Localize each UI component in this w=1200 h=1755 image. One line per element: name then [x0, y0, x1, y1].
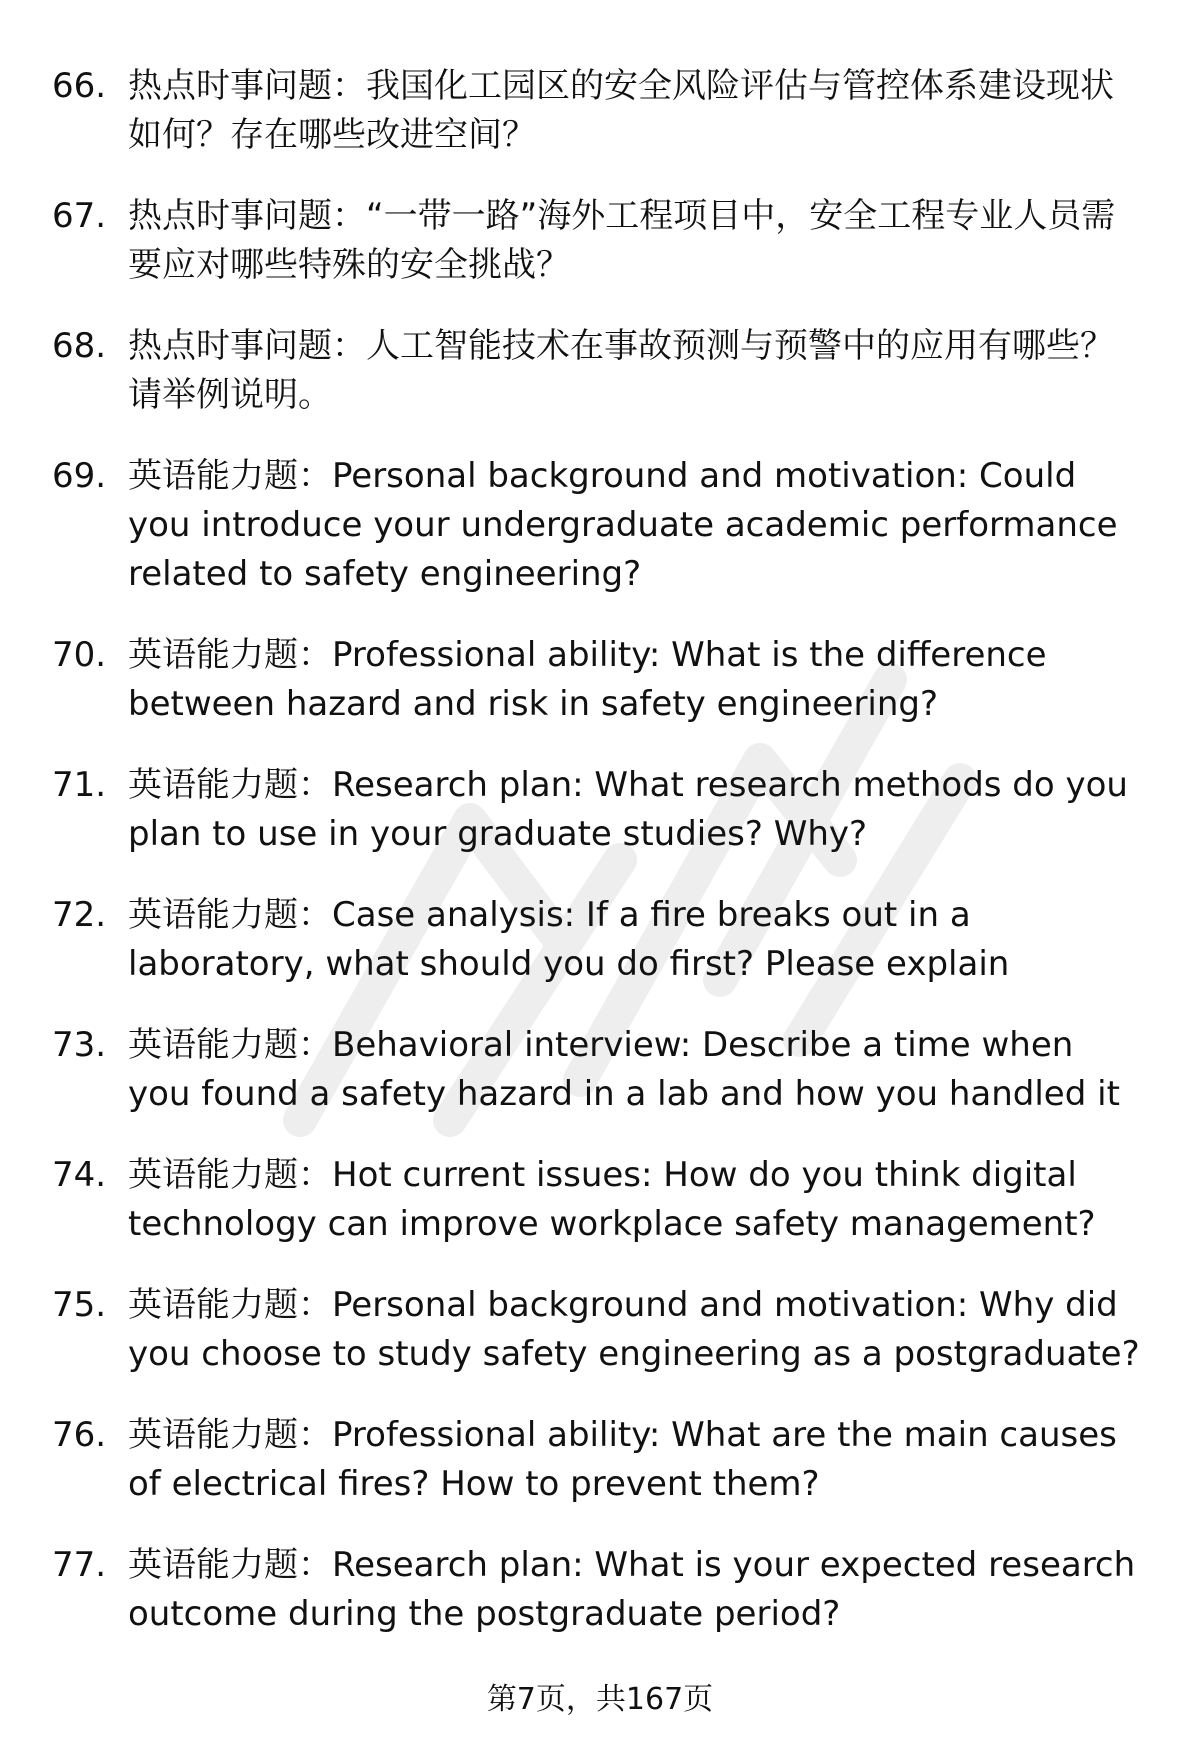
question-number: 68. [52, 326, 107, 366]
question-item-67 [0, 192, 1200, 290]
question-number: 69. [52, 456, 107, 496]
question-text: 英语能力题：Personal background and motivation: Could you introduce your undergraduate academic performance related to safety engineering? [128, 456, 1118, 594]
question-item-77 [0, 1541, 1200, 1639]
question-text: 英语能力题：Professional ability: What are the main causes of electrical fires? How to prevent them? [128, 1415, 1117, 1504]
question-text: 英语能力题：Personal background and motivation: Why did you choose to study safety engineering as a postgraduate? [128, 1285, 1140, 1374]
question-number: 75. [52, 1285, 107, 1325]
page-footer [0, 1680, 1200, 1720]
question-item-70 [0, 631, 1200, 729]
question-text: 英语能力题：Research plan: What research methods do you plan to use in your graduate studies? Why? [128, 765, 1128, 854]
question-text: 英语能力题：Hot current issues: How do you think digital technology can improve workplace safety management? [128, 1155, 1096, 1244]
question-text: 热点时事问题：“一带一路”海外工程项目中，安全工程专业人员需要应对哪些特殊的安全挑战？ [128, 196, 1116, 285]
question-number: 77. [52, 1545, 107, 1585]
question-item-74 [0, 1151, 1200, 1249]
question-text: 英语能力题：Research plan: What is your expected research outcome during the postgraduate period? [128, 1545, 1136, 1634]
question-item-68 [0, 322, 1200, 420]
question-number: 71. [52, 765, 107, 805]
question-text: 英语能力题：Professional ability: What is the difference between hazard and risk in safety engineering? [128, 635, 1047, 724]
question-item-71 [0, 761, 1200, 859]
question-number: 67. [52, 196, 107, 236]
question-number: 74. [52, 1155, 107, 1195]
page-number-label: 第7页，共167页 [486, 1682, 714, 1717]
question-item-66 [0, 62, 1200, 160]
question-list [0, 62, 1200, 1671]
question-text: 英语能力题：Case analysis: If a fire breaks out in a laboratory, what should you do first? Please explain [128, 895, 1010, 984]
question-item-69 [0, 452, 1200, 599]
question-number: 73. [52, 1025, 107, 1065]
question-item-76 [0, 1411, 1200, 1509]
question-number: 66. [52, 66, 107, 106]
question-item-73 [0, 1021, 1200, 1119]
question-number: 70. [52, 635, 107, 675]
question-number: 72. [52, 895, 107, 935]
question-text: 英语能力题：Behavioral interview: Describe a time when you found a safety hazard in a lab and how you handled it [128, 1025, 1120, 1114]
question-text: 热点时事问题：我国化工园区的安全风险评估与管控体系建设现状如何？存在哪些改进空间？ [128, 66, 1114, 155]
question-number: 76. [52, 1415, 107, 1455]
question-item-72 [0, 891, 1200, 989]
question-item-75 [0, 1281, 1200, 1379]
question-text: 热点时事问题：人工智能技术在事故预测与预警中的应用有哪些？请举例说明。 [128, 326, 1114, 415]
